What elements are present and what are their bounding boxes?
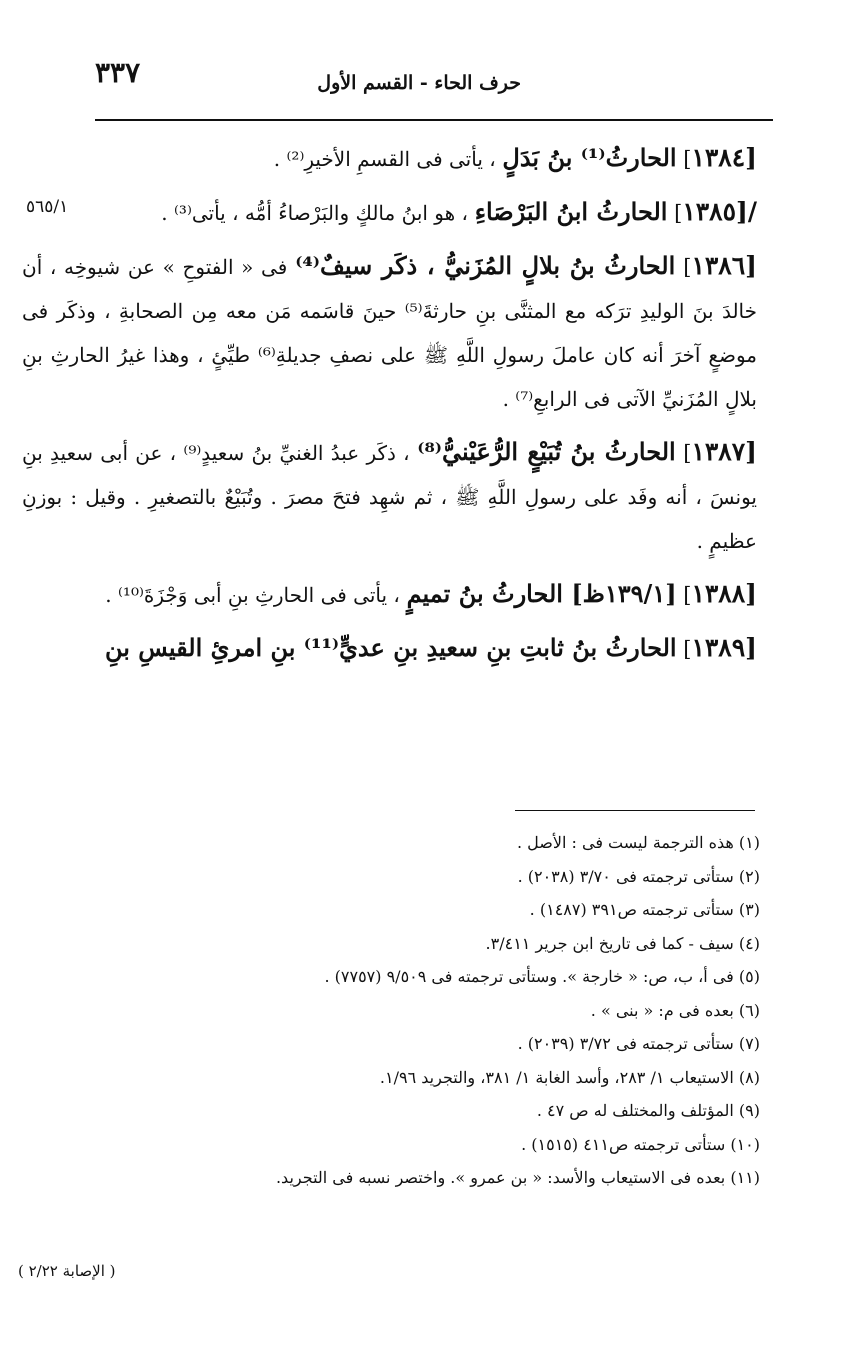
entry-name: الحارثُ⁽¹⁾ بنُ بَدَلٍ xyxy=(502,143,677,172)
entry-1385: /[١٣٨٥] الحارثُ ابنُ البَرْصَاءِ ، هو ابنُ مالكٍ والبَرْصاءُ أمُّه ، يأتى⁽³⁾ . xyxy=(161,197,757,226)
entry-name: الحارثُ بنُ بلالٍ المُزَنيُّ ، ذكَر سيفٌ⁽⁴⁾ xyxy=(295,251,676,280)
entry-1386: [١٣٨٦] الحارثُ بنُ بلالٍ المُزَنيُّ ، ذكَر سيفٌ⁽⁴⁾ فى « الفتوحِ » عن شيوخِه ، أن خالدَ بنَ الوليدِ ترَكه مع المثنَّى بنِ حارثةَ⁽⁵⁾ حينَ قاسَمه مَن معه مِن الصحابةِ ، وذكَر فى موضعٍ آخرَ أنه كان عاملَ رسولِ اللَّهِ ﷺ على نصفِ جديلةِ⁽⁶⁾ طيِّئٍ ، وهذا غيرُ الحارثِ بنِ بلالٍ المُزَنيِّ الآتى فى الرابعِ⁽⁷⁾ . xyxy=(22,251,757,411)
entry-text: ، هو ابنُ مالكٍ والبَرْصاءُ أمُّه ، يأتى⁽³⁾ . xyxy=(161,201,468,225)
footnote-9: (٩) المؤتلف والمختلف له ص ٤٧ . xyxy=(536,1101,760,1120)
page-header xyxy=(95,56,773,106)
entry-number: [١٣٨٤ xyxy=(691,143,757,172)
footnote-1: (١) هذه الترجمة ليست فى : الأصل . xyxy=(516,833,760,852)
entry-number: [١٣٨٨ xyxy=(691,579,757,608)
entry-text: فى « الفتوحِ » عن شيوخِه ، أن خالدَ بنَ الوليدِ ترَكه مع المثنَّى بنِ حارثةَ⁽⁵⁾ حينَ قاسَمه مَن معه مِن الصحابةِ ، وذكَر فى موضعٍ آخرَ أنه كان عاملَ رسولِ اللَّهِ ﷺ على نصفِ جديلةِ⁽⁶⁾ طيِّئٍ ، وهذا غيرُ الحارثِ بنِ بلالٍ المُزَنيِّ الآتى فى الرابعِ⁽⁷⁾ . xyxy=(22,255,757,411)
footnotes xyxy=(120,826,760,1195)
entry-1389: [١٣٨٩] الحارثُ بنُ ثابتِ بنِ سعيدِ بنِ عديٍّ⁽¹¹⁾ بنِ امرئِ القيسِ بنِ xyxy=(104,633,757,662)
footnote-11: (١١) بعده فى الاستيعاب والأسد: « بن عمرو ». واختصر نسبه فى التجريد. xyxy=(275,1168,760,1187)
entry-number: [١٣٨٦ xyxy=(691,251,757,280)
entry-text: ، يأتى فى القسمِ الأخيرِ⁽²⁾ . xyxy=(273,147,496,171)
header-rule xyxy=(95,119,773,121)
running-title: حرف الحاء - القسم الأول xyxy=(317,72,521,94)
entry-name: الحارثُ بنُ ثابتِ بنِ سعيدِ بنِ عديٍّ⁽¹¹⁾ بنِ امرئِ القيسِ بنِ xyxy=(104,633,677,662)
footnote-3: (٣) ستأتى ترجمته ص٣٩١ (١٤٨٧) . xyxy=(529,900,760,919)
entry-1384: [١٣٨٤] الحارثُ⁽¹⁾ بنُ بَدَلٍ ، يأتى فى القسمِ الأخيرِ⁽²⁾ . xyxy=(273,143,757,172)
entry-name: الحارثُ بنُ تُبَيْعٍ الرُّعَيْنيُّ⁽⁸⁾ xyxy=(417,437,676,466)
margin-reference: ٥٦٥/١ xyxy=(26,197,69,217)
page-signature: ( الإصابة ٢/٢٢ ) xyxy=(18,1262,116,1280)
entry-name: [١٣٩/١ظ] الحارثُ بنُ تميمٍ xyxy=(406,579,677,608)
main-text xyxy=(22,136,757,680)
footnote-rule xyxy=(515,810,755,811)
entry-1388: [١٣٨٨] [١٣٩/١ظ] الحارثُ بنُ تميمٍ ، يأتى فى الحارثِ بنِ أبى وَجْزَةَ⁽¹⁰⁾ . xyxy=(105,579,757,608)
entry-text: ، يأتى فى الحارثِ بنِ أبى وَجْزَةَ⁽¹⁰⁾ . xyxy=(105,583,400,607)
page-number: ٣٣٧ xyxy=(95,56,141,89)
footnote-2: (٢) ستأتى ترجمته فى ٣/٧٠ (٢٠٣٨) . xyxy=(517,866,760,886)
entry-number: [١٣٨٧ xyxy=(691,437,757,466)
entry-number: /[١٣٨٥ xyxy=(682,197,757,226)
footnote-4: (٤) سيف - كما فى تاريخ ابن جرير ٣/٤١١. xyxy=(485,933,760,953)
entry-number: [١٣٨٩ xyxy=(691,633,757,662)
entry-1387: [١٣٨٧] الحارثُ بنُ تُبَيْعٍ الرُّعَيْنيُّ⁽⁸⁾ ، ذكَر عبدُ الغنيِّ بنُ سعيدٍ⁽⁹⁾ ، عن أبى سعيدِ بنِ يونسَ ، أنه وفَد على رسولِ اللَّهِ ﷺ ، ثم شهِد فتحَ مصرَ . وتُبَيْعٌ بالتصغيرِ . وقيل : بوزنِ عظيمٍ . xyxy=(22,437,757,553)
footnote-6: (٦) بعده فى م: « بنى » . xyxy=(590,1000,760,1020)
footnote-5: (٥) فى أ، ب، ص: « خارجة ». وستأتى ترجمته فى ٩/٥٠٩ (٧٧٥٧) . xyxy=(324,967,760,986)
entry-name: الحارثُ ابنُ البَرْصَاءِ xyxy=(474,197,668,226)
entry-text: ، ذكَر عبدُ الغنيِّ بنُ سعيدٍ⁽⁹⁾ ، عن أبى سعيدِ بنِ يونسَ ، أنه وفَد على رسولِ اللَّهِ ﷺ ، ثم شهِد فتحَ مصرَ . وتُبَيْعٌ بالتصغيرِ . وقيل : بوزنِ عظيمٍ . xyxy=(22,441,757,553)
footnote-8: (٨) الاستيعاب ١/ ٢٨٣، وأسد الغابة ١/ ٣٨١، والتجريد ١/٩٦. xyxy=(379,1067,760,1087)
footnote-10: (١٠) ستأتى ترجمته ص٤١١ (١٥١٥) . xyxy=(521,1134,760,1154)
footnote-7: (٧) ستأتى ترجمته فى ٣/٧٢ (٢٠٣٩) . xyxy=(517,1034,760,1053)
